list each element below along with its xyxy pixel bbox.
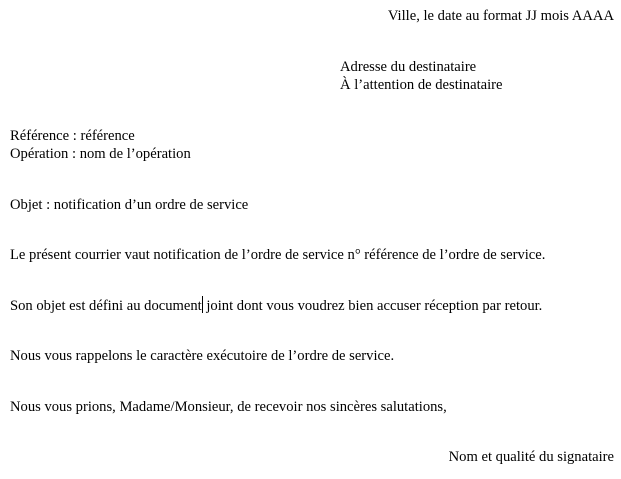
operation-line: Opération : nom de l’opération	[10, 146, 191, 162]
paragraph-executory: Nous vous rappelons le caractère exécutoire de l’ordre de service.	[10, 348, 395, 364]
recipient-attention: À l’attention de destinataire	[340, 77, 503, 93]
reference-line: Référence : référence	[10, 128, 135, 144]
paragraph-notification: Le présent courrier vaut notification de l’ordre de service n° référence de l’ordre de service.	[10, 247, 546, 263]
paragraph-document	[10, 296, 542, 315]
closing-salutation: Nous vous prions, Madame/Monsieur, de recevoir nos sincères salutations,	[10, 399, 447, 415]
recipient-address: Adresse du destinataire	[340, 59, 477, 75]
paragraph-document-end: joint dont vous voudrez bien accuser réception par retour.	[202, 298, 543, 314]
date-line: Ville, le date au format JJ mois AAAA	[387, 8, 614, 24]
paragraph-document-start: Son objet est défini au document	[10, 298, 202, 314]
signatory-line: Nom et qualité du signataire	[448, 449, 614, 465]
object-line: Objet : notification d’un ordre de service	[10, 197, 249, 213]
